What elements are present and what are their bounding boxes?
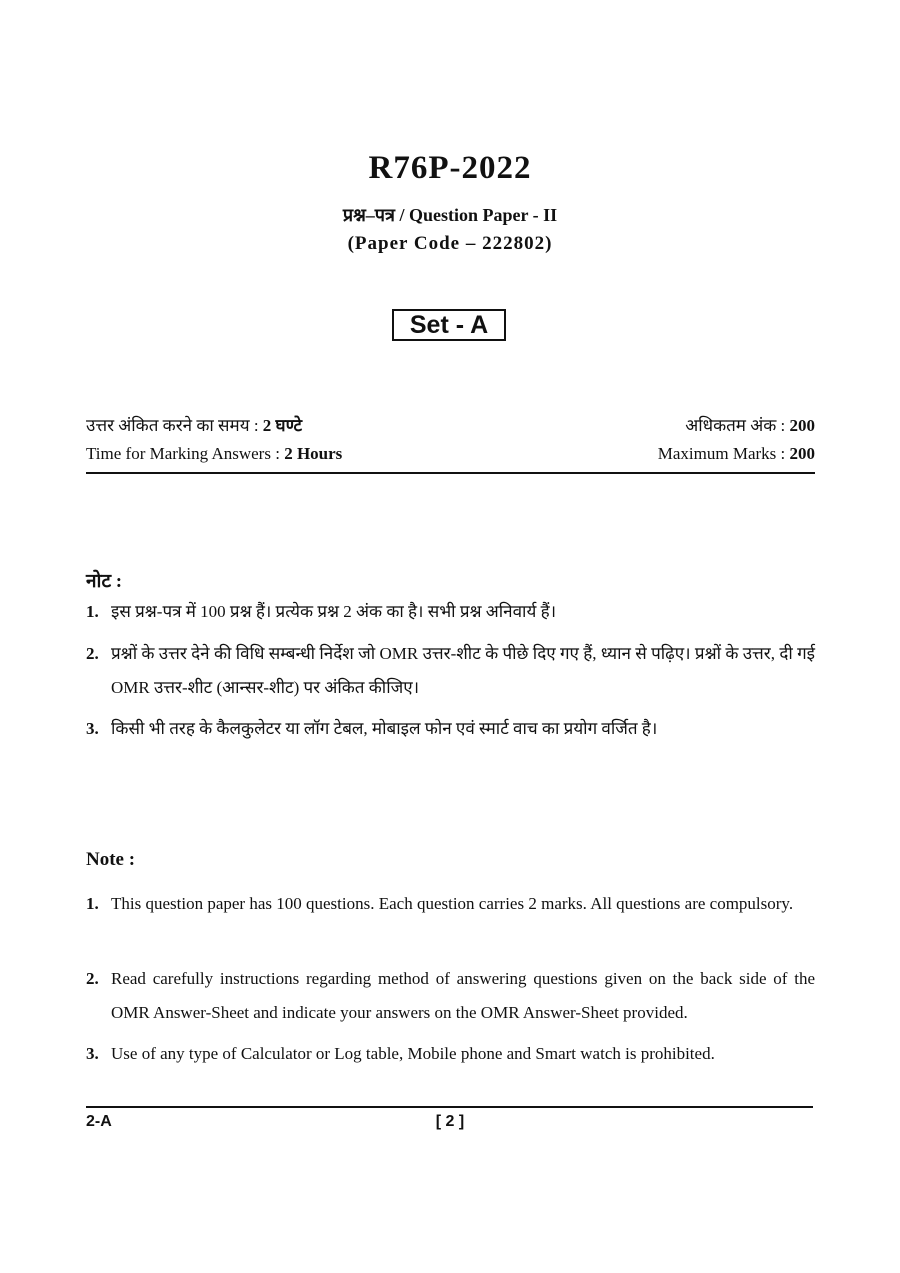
- note-item-hindi: [86, 595, 815, 629]
- paper-code-title: R76P-2022: [368, 150, 532, 186]
- note-item-hindi: [86, 712, 815, 746]
- item-text: Use of any type of Calculator or Log table, Mobile phone and Smart watch is prohibited.: [111, 1044, 715, 1063]
- set-page-label: 2-A: [86, 1113, 112, 1130]
- divider: [86, 472, 815, 474]
- time-value-english: 2 Hours: [284, 444, 343, 463]
- marks-value-hindi: 200: [789, 416, 815, 435]
- note-item-english: [86, 962, 815, 1030]
- paper-code-line: (Paper Code – 222802): [347, 233, 553, 254]
- item-text: इस प्रश्न-पत्र में 100 प्रश्न हैं। प्रत्येक प्रश्न 2 अंक का है। सभी प्रश्न अनिवार्य हैं।: [111, 602, 557, 621]
- marks-value-english: 200: [789, 444, 815, 463]
- time-label-english: Time for Marking Answers :: [86, 444, 285, 463]
- page-number: [ 2 ]: [435, 1113, 465, 1130]
- note-heading-hindi: नोट :: [86, 571, 123, 592]
- marks-label-hindi: अधिकतम अंक :: [685, 416, 790, 435]
- info-row-hindi: [86, 413, 815, 436]
- time-value-hindi: 2 घण्टे: [262, 416, 303, 435]
- item-text: This question paper has 100 questions. Each question carries 2 marks. All questions are compulsory.: [111, 894, 794, 913]
- item-number: 2.: [86, 969, 99, 988]
- marks-english: [658, 444, 815, 464]
- item-text: प्रश्नों के उत्तर देने की विधि सम्बन्धी निर्देश जो OMR उत्तर-शीट के पीछे दिए गए हैं, ध्यान से पढ़िए। प्रश्नों के उत्तर, दी गई OMR उत्तर-शीट (आन्सर-शीट) पर अंकित कीजिए।: [111, 644, 815, 697]
- note-item-hindi: [86, 637, 815, 705]
- note-heading-english: Note :: [86, 849, 136, 870]
- info-row-english: [86, 444, 815, 464]
- note-item-english: [86, 1037, 815, 1071]
- marks-hindi: [685, 413, 815, 436]
- note-item-english: [86, 887, 815, 921]
- marks-label-english: Maximum Marks :: [657, 444, 790, 463]
- time-label-hindi: उत्तर अंकित करने का समय :: [86, 416, 263, 435]
- question-paper-label: प्रश्न–पत्र / Question Paper - II: [342, 205, 558, 225]
- item-number: 3.: [86, 719, 99, 738]
- item-number: 1.: [86, 602, 99, 621]
- item-text: Read carefully instructions regarding method of answering questions given on the back side of the OMR Answer-Sheet and indicate your answers on the OMR Answer-Sheet provided.: [111, 969, 815, 1022]
- item-number: 3.: [86, 1044, 99, 1063]
- footer-divider: [86, 1106, 813, 1108]
- item-number: 2.: [86, 644, 99, 663]
- item-text: किसी भी तरह के कैलकुलेटर या लॉग टेबल, मोबाइल फोन एवं स्मार्ट वाच का प्रयोग वर्जित है।: [111, 719, 658, 738]
- item-number: 1.: [86, 894, 99, 913]
- set-badge: Set - A: [392, 309, 506, 341]
